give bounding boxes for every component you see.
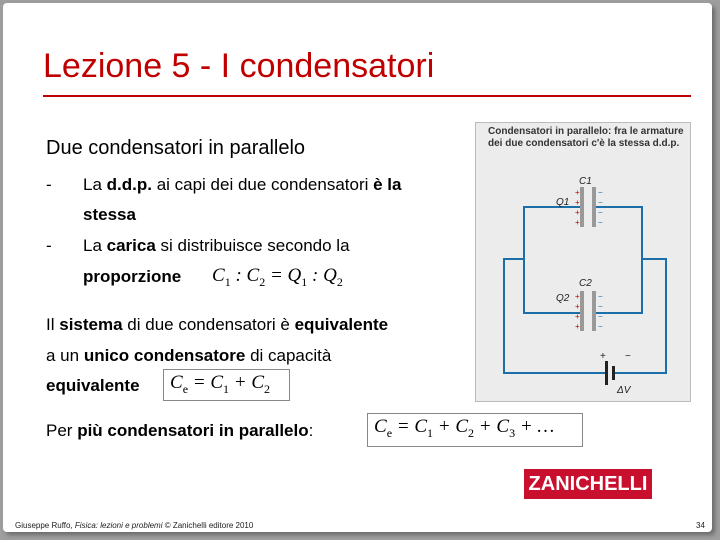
svg-text:+: + (575, 198, 580, 207)
bullet2-line2 (83, 267, 181, 287)
c2-plate-right (592, 291, 596, 331)
text: ai capi dei due condensatori (151, 175, 374, 194)
page-number: 34 (696, 521, 705, 530)
voltage-label: ΔV (617, 385, 631, 396)
svg-text:−: − (598, 292, 603, 301)
bullet-marker: - (46, 175, 52, 194)
slide (3, 3, 712, 532)
bullet2-line1 (83, 236, 350, 256)
svg-text:−: − (598, 312, 603, 321)
general-formula: $C_e = C_1 + C_2 + C_3$ + … (367, 413, 583, 447)
bullet1-line2 (83, 205, 136, 225)
slide-title: Lezione 5 - I condensatori (43, 47, 435, 85)
battery-plus: + (600, 351, 606, 362)
svg-text:−: − (598, 188, 603, 197)
proportion-formula: $C_1$ : $C_2 = Q_1$ : $Q_2$ (212, 265, 343, 289)
svg-text:+: + (575, 322, 580, 331)
para-line3: equivalente (46, 376, 140, 395)
svg-text:−: − (598, 218, 603, 227)
parallel-line: Per più condensatori in parallelo: (46, 421, 314, 440)
bullet1-line1 (83, 175, 401, 195)
c2-label: C2 (579, 278, 592, 289)
equivalent-formula: $C_e = C_1 + C_2$ (163, 369, 290, 401)
battery-minus: − (625, 351, 631, 362)
svg-text:+: + (575, 292, 580, 301)
text-bold: d.d.p. (106, 175, 152, 194)
text-bold: stessa (83, 205, 136, 224)
circuit-diagram (476, 123, 692, 403)
text: si distribuisce secondo la (155, 236, 350, 255)
battery-short-plate (612, 366, 615, 380)
q2-label: Q2 (556, 293, 570, 304)
svg-text:−: − (598, 198, 603, 207)
c1-plate-right (592, 187, 596, 227)
svg-text:−: − (598, 322, 603, 331)
svg-text:+: + (575, 312, 580, 321)
text: La (83, 175, 107, 194)
para-line2: a un unico condensatore di capacità (46, 346, 332, 365)
text-bold: proporzione (83, 267, 182, 286)
circuit-figure (475, 122, 691, 402)
title-underline (43, 95, 691, 97)
zanichelli-logo: ZANICHELLI (524, 469, 652, 499)
svg-text:+: + (575, 208, 580, 217)
footer: Giuseppe Ruffo, Fisica: lezioni e problemi © Zanichelli editore 2010 (15, 521, 254, 530)
svg-text:−: − (598, 302, 603, 311)
q1-label: Q1 (556, 197, 570, 208)
text-bold: è la (373, 175, 402, 194)
bullet-marker: - (46, 236, 52, 255)
wire-battery (504, 259, 606, 373)
para-line1: Il sistema di due condensatori è equivalente (46, 315, 389, 334)
wire-battery-right (614, 259, 666, 373)
battery-long-plate (605, 361, 608, 385)
c2-plate-left (580, 291, 584, 331)
text-bold: carica (106, 236, 156, 255)
svg-text:+: + (575, 188, 580, 197)
c1-label: C1 (579, 176, 592, 187)
section-heading: Due condensatori in parallelo (46, 137, 306, 159)
svg-text:+: + (575, 302, 580, 311)
svg-text:+: + (575, 218, 580, 227)
figure-caption: Condensatori in parallelo: fra le armature dei due condensatori c'è la stessa d.d.p. (488, 126, 684, 149)
text: La (83, 236, 107, 255)
c1-plate-left (580, 187, 584, 227)
svg-text:−: − (598, 208, 603, 217)
